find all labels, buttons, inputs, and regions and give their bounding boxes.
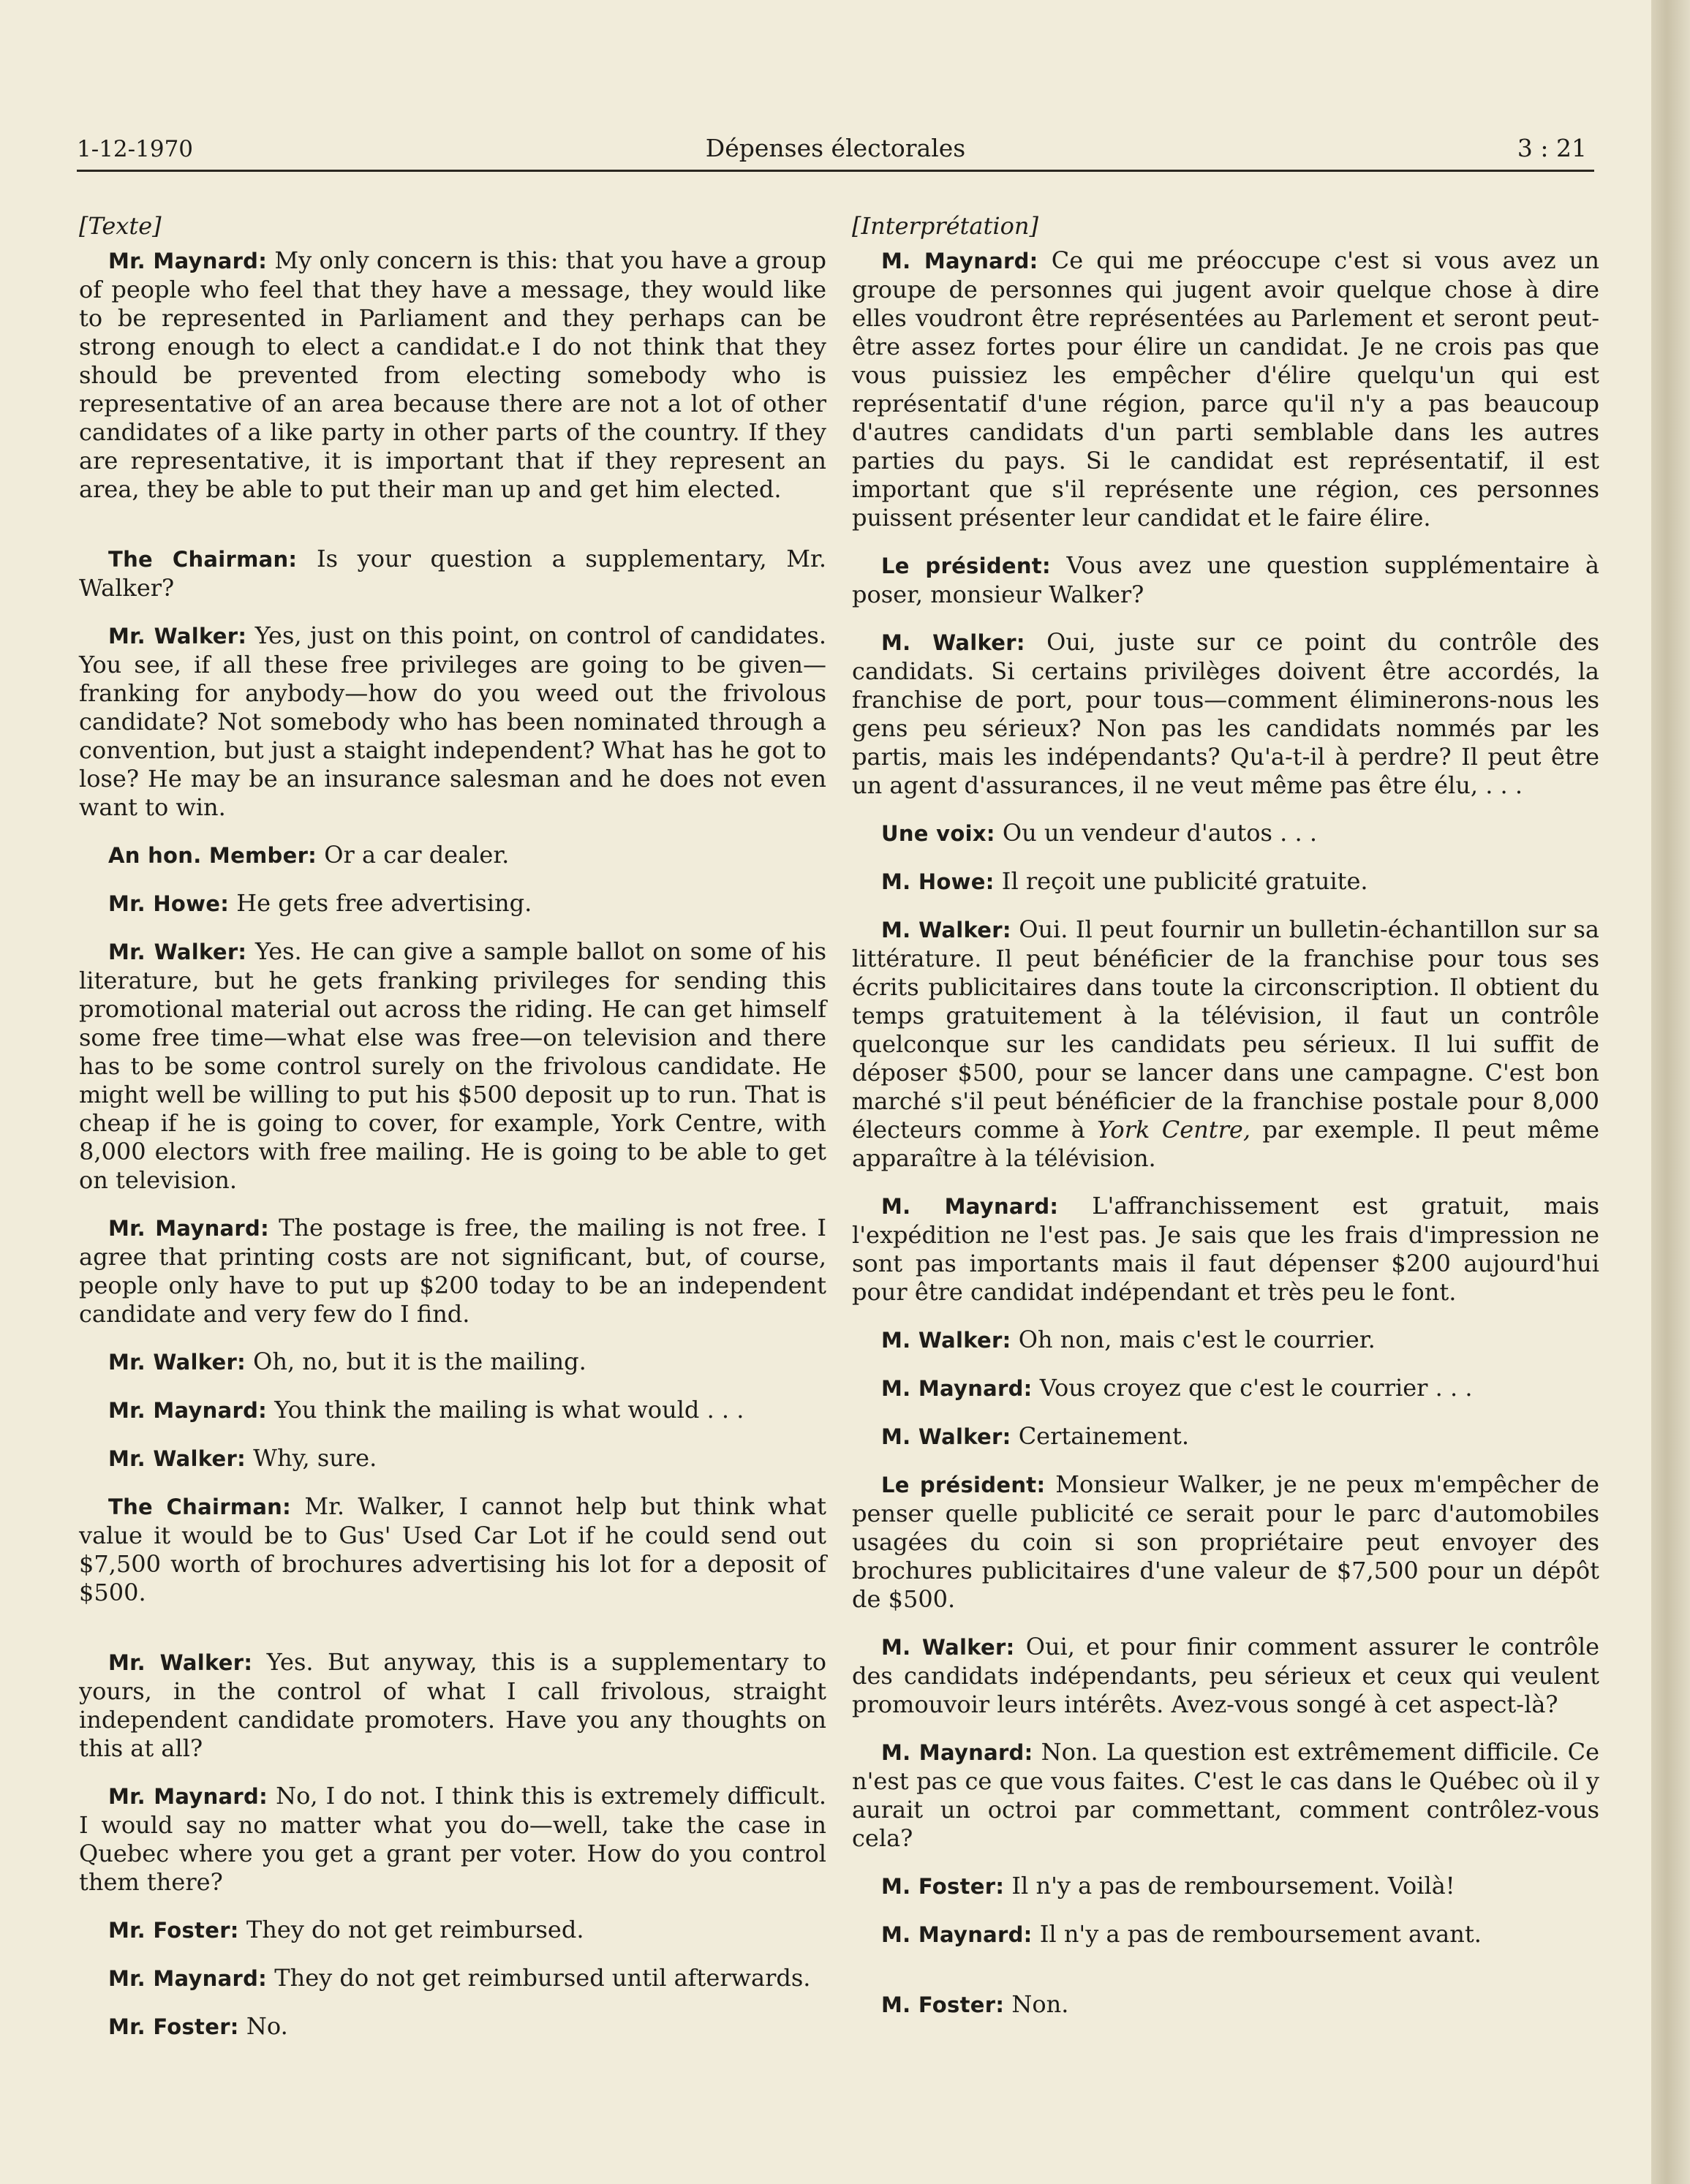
speaker-name: M. Foster: bbox=[881, 1874, 1005, 1899]
speech-text: Mr. Walker, I cannot help but think what value it would be to Gus' Used Car Lot if he could send out $7,500 worth of brochures advertising his lot for a deposit of $500. bbox=[79, 1492, 826, 1606]
speech-text: Oui, et pour finir comment assurer le contrôle des candidats indépendants, peu sérieux et ceux qui veulent promouvoir leurs intérêts. Avez-vous songé à cet aspect-là? bbox=[852, 1633, 1600, 1718]
speaker-name: Mr. Howe: bbox=[108, 891, 230, 916]
speech-paragraph bbox=[852, 1374, 1599, 1403]
header-page-number: 3 : 21 bbox=[1517, 134, 1587, 162]
speech-text: Il n'y a pas de remboursement avant. bbox=[1039, 1920, 1482, 1948]
speech-text: You think the mailing is what would . . . bbox=[274, 1396, 744, 1424]
english-column bbox=[79, 212, 826, 2060]
speaker-name: M. Maynard: bbox=[881, 1922, 1033, 1947]
section-marker: [Interprétation] bbox=[852, 212, 1038, 240]
speech-text-tail: par exemple. Il peut même apparaître à la télévision. bbox=[852, 1116, 1600, 1172]
speaker-name: Mr. Maynard: bbox=[108, 1216, 269, 1241]
speech-text: Vous avez une question supplémentaire à poser, monsieur Walker? bbox=[852, 551, 1600, 608]
speaker-name: M. Howe: bbox=[881, 869, 995, 894]
speaker-name: Mr. Foster: bbox=[108, 2014, 239, 2039]
speaker-name: The Chairman: bbox=[108, 1495, 292, 1519]
speaker-name: M. Walker: bbox=[881, 918, 1011, 942]
speech-text: The postage is free, the mailing is not free. I agree that printing costs are not significant, but, of course, people only have to put up $200 today to be an independent candidate and very few do I find. bbox=[79, 1214, 827, 1328]
speech-italic-text: York Centre, bbox=[1097, 1116, 1251, 1144]
speaker-name: Mr. Maynard: bbox=[108, 1784, 268, 1809]
speaker-name: Mr. Maynard: bbox=[108, 249, 268, 273]
speaker-name: Mr. Maynard: bbox=[108, 1398, 268, 1423]
speaker-name: M. Maynard: bbox=[881, 1194, 1059, 1219]
speech-paragraph bbox=[79, 545, 826, 602]
speech-paragraph bbox=[79, 1648, 826, 1763]
speaker-name: M. Walker: bbox=[881, 1424, 1011, 1449]
speech-text: Oui. Il peut fournir un bulletin-échantillon sur sa littérature. Il peut bénéficier de la franchise pour tous ses écrits publicitaires dans toute la circonscription. Il obtient du temps gratuitement à la télévision, il faut un contrôle quelconque sur les candidats peu sérieux. Il lui suffit de déposer $500, pour se lancer dans une campagne. C'est bon marché s'il peut bénéficier de la franchise postale pour 8,000 électeurs comme à bbox=[852, 915, 1600, 1144]
speech-paragraph bbox=[852, 819, 1599, 848]
speech-paragraph bbox=[852, 1470, 1599, 1614]
speech-text: Non. La question est extrêmement difficile. Ce n'est pas ce que vous faites. C'est le cas dans le Québec où il y aurait un octroi par commettant, comment contrôlez-vous cela? bbox=[852, 1738, 1600, 1852]
speech-paragraph bbox=[79, 889, 826, 918]
speech-text: Or a car dealer. bbox=[324, 841, 510, 869]
speech-paragraph bbox=[79, 937, 826, 1195]
speaker-name: M. Maynard: bbox=[881, 249, 1038, 273]
speech-text: Il reçoit une publicité gratuite. bbox=[1001, 867, 1368, 895]
speech-text: Vous croyez que c'est le courrier . . . bbox=[1039, 1374, 1473, 1402]
speaker-name: Une voix: bbox=[881, 821, 995, 846]
speech-text: No, I do not. I think this is extremely difficult. I would say no matter what you do—well, take the case in Quebec where you get a grant per voter. How do you control them there? bbox=[79, 1782, 827, 1896]
speech-text: My only concern is this: that you have a group of people who feel that they have a message, they would like to be represented in Parliament and they perhaps can be strong enough to elect a candidat.e I do not think that they should be prevented from electing somebody who is representative of an area because there are not a lot of other candidates of a like party in other parts of the country. If they are representative, it is important that if they represent an area, they be able to put their man up and get him elected. bbox=[79, 246, 826, 503]
speech-text: Oh, no, but it is the mailing. bbox=[253, 1348, 586, 1375]
binding-edge bbox=[1651, 0, 1690, 2184]
speech-text: Ou un vendeur d'autos . . . bbox=[1002, 819, 1317, 847]
speech-paragraph bbox=[79, 841, 826, 870]
speech-paragraph bbox=[852, 915, 1599, 1173]
speech-text: Monsieur Walker, je ne peux m'empêcher de penser quelle publicité ce serait pour le parc d'automobiles usagées du coin si son propriétaire peut envoyer des brochures publicitaires d'une valeur de $7,500 pour un dépôt de $500. bbox=[852, 1470, 1600, 1613]
speech-paragraph bbox=[79, 1444, 826, 1473]
speech-paragraph bbox=[852, 1872, 1599, 1901]
speech-text: Non. bbox=[1011, 1990, 1069, 2018]
speech-paragraph bbox=[79, 1348, 826, 1377]
speech-paragraph bbox=[79, 1782, 826, 1897]
speaker-name: Mr. Walker: bbox=[108, 1350, 246, 1375]
speech-paragraph bbox=[79, 246, 826, 504]
speech-text: Il n'y a pas de remboursement. Voilà! bbox=[1011, 1872, 1455, 1900]
speaker-name: M. Maynard: bbox=[881, 1376, 1033, 1401]
speech-paragraph bbox=[852, 551, 1599, 609]
speech-text: Yes. But anyway, this is a supplementary to yours, in the control of what I call frivolous, straight independent candidate promoters. Have you any thoughts on this at all? bbox=[79, 1648, 827, 1762]
header-title: Dépenses électorales bbox=[705, 134, 966, 162]
speaker-name: Mr. Walker: bbox=[108, 1446, 246, 1471]
speaker-name: Le président: bbox=[881, 553, 1051, 578]
speech-paragraph bbox=[852, 1738, 1599, 1853]
speaker-name: M. Maynard: bbox=[881, 1740, 1033, 1765]
page-header bbox=[77, 124, 1594, 172]
speaker-name: Mr. Walker: bbox=[108, 1650, 253, 1675]
speaker-name: Le président: bbox=[881, 1473, 1046, 1497]
speech-text: He gets free advertising. bbox=[236, 889, 532, 917]
speech-paragraph bbox=[852, 1326, 1599, 1355]
speech-paragraph bbox=[79, 1396, 826, 1425]
speech-text: Oui, juste sur ce point du contrôle des candidats. Si certains privilèges doivent être accordés, la franchise de port, pour tous—comment éliminerons-nous les gens peu sérieux? Non pas les candidats nommés par les partis, mais les indépendants? Qu'a-t-il à perdre? Il peut être un agent d'assurances, il ne veut même pas être élu, . . . bbox=[852, 628, 1600, 799]
header-date: 1-12-1970 bbox=[77, 136, 194, 162]
speaker-name: M. Foster: bbox=[881, 1992, 1005, 2017]
speech-text: Oh non, mais c'est le courrier. bbox=[1018, 1326, 1376, 1353]
speech-text: Certainement. bbox=[1018, 1422, 1190, 1450]
speech-text: Yes, just on this point, on control of candidates. You see, if all these free privileges are going to be given—franking for anybody—how do you weed out the frivolous candidate? Not somebody who has been nominated through a convention, but just a staight independent? What has he got to lose? He may be an insurance salesman and he does not even want to win. bbox=[79, 621, 827, 821]
section-marker: [Texte] bbox=[79, 212, 162, 240]
speech-text: Ce qui me préoccupe c'est si vous avez un groupe de personnes qui jugent avoir quelque chose à dire elles voudront être représentées au Parlement et seront peut-être assez fortes pour élire un candidat. Je ne crois pas que vous puissiez les empêcher d'élire quelqu'un qui est représentatif d'une région, parce qu'il n'y a pas beaucoup d'autres candidats d'un parti semblable dans les autres parties du pays. Si le candidat est représentatif, il est important que s'il représente une région, ces personnes puissent présenter leur candidat et le faire élire. bbox=[852, 246, 1600, 532]
speaker-name: Mr. Maynard: bbox=[108, 1966, 268, 1991]
speech-paragraph bbox=[79, 2012, 826, 2041]
speech-paragraph bbox=[852, 628, 1599, 800]
speaker-name: M. Walker: bbox=[881, 1328, 1011, 1353]
speaker-name: M. Walker: bbox=[881, 1635, 1015, 1660]
speech-text: L'affranchissement est gratuit, mais l'expédition ne l'est pas. Je sais que les frais d'impression ne sont pas importants mais il faut dépenser $200 aujourd'hui pour être candidat indépendant et très peu le font. bbox=[852, 1192, 1600, 1306]
speaker-name: The Chairman: bbox=[108, 547, 298, 572]
speech-text: Yes. He can give a sample ballot on some of his literature, but he gets franking privileges for sending this promotional material out across the riding. He can get himself some free time—what else was free—on television and there has to be some control surely on the frivolous candidate. He might well be willing to put his $500 deposit up to run. That is cheap if he is going to cover, for example, York Centre, with 8,000 electors with free mailing. He is going to be able to get on television. bbox=[79, 937, 827, 1194]
speaker-name: Mr. Walker: bbox=[108, 624, 247, 649]
speech-paragraph bbox=[852, 246, 1599, 532]
speech-paragraph bbox=[852, 1920, 1599, 1949]
speech-paragraph bbox=[852, 1990, 1599, 2019]
speech-text: Why, sure. bbox=[253, 1444, 377, 1472]
speech-text: No. bbox=[246, 2012, 288, 2040]
speaker-name: Mr. Foster: bbox=[108, 1918, 239, 1943]
speaker-name: An hon. Member: bbox=[108, 843, 317, 868]
speech-paragraph bbox=[79, 1916, 826, 1945]
speaker-name: Mr. Walker: bbox=[108, 940, 247, 964]
speaker-name: M. Walker: bbox=[881, 630, 1025, 655]
speech-text: They do not get reimbursed. bbox=[246, 1916, 584, 1943]
speech-paragraph bbox=[79, 621, 826, 822]
speech-text: Is your question a supplementary, Mr. Walker? bbox=[79, 545, 826, 602]
speech-paragraph bbox=[852, 1633, 1599, 1719]
speech-paragraph bbox=[852, 1192, 1599, 1307]
speech-paragraph bbox=[852, 1422, 1599, 1451]
speech-paragraph bbox=[852, 867, 1599, 896]
speech-paragraph bbox=[79, 1492, 826, 1607]
speech-paragraph bbox=[79, 1214, 826, 1329]
french-column bbox=[852, 212, 1599, 2038]
speech-paragraph bbox=[79, 1964, 826, 1993]
speech-text: They do not get reimbursed until afterwards. bbox=[274, 1964, 811, 1992]
